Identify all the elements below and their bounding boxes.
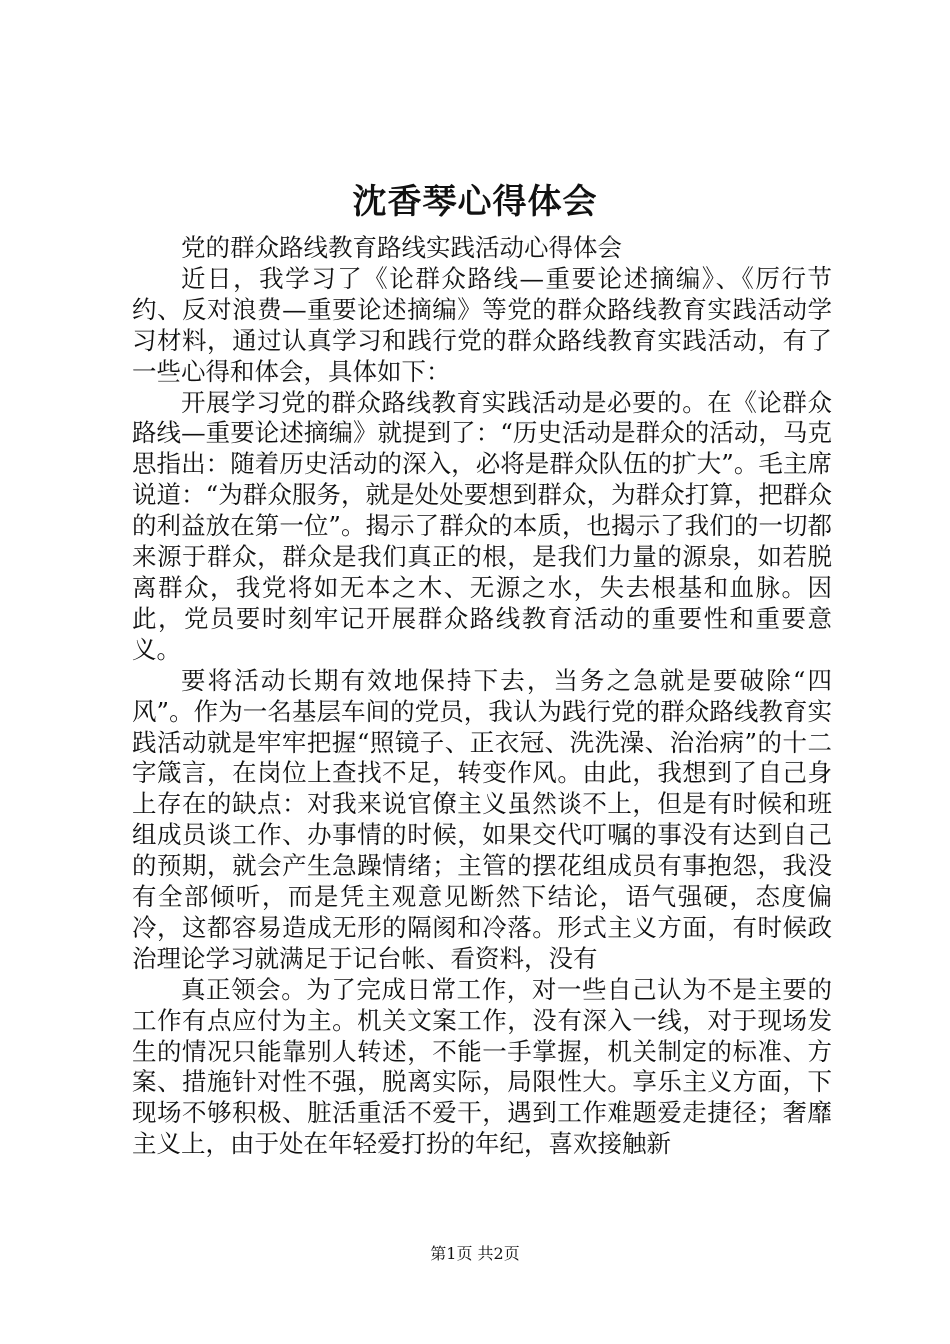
body-paragraph: 开展学习党的群众路线教育实践活动是必要的。在《论群众路线—重要论述摘编》就提到了：“历史活动是群众的活动，马克思指出：随着历史活动的深入，必将是群众队伍的扩大”。毛主席说道：“为群众服务，就是处处要想到群众，为群众打算，把群众的利益放在第一位”。揭示了群众的本质，也揭示了我们的一切都来源于群众，群众是我们真正的根，是我们力量的源泉，如若脱离群众，我党将如无本之木、无源之水，失去根基和血脉。因此，党员要时刻牢记开展群众路线教育活动的重要性和重要意义。 [132, 387, 832, 664]
document-title: 沈香琴心得体会 [352, 182, 598, 222]
subtitle-paragraph: 党的群众路线教育路线实践活动心得体会 [181, 233, 622, 262]
body-paragraph: 要将活动长期有效地保持下去，当务之急就是要破除“四风”。作为一名基层车间的党员，我认为践行党的群众路线教育实践活动就是牢牢把握“照镜子、正衣冠、洗洗澡、治治病”的十二字箴言，在岗位上查找不足，转变作风。由此，我想到了自己身上存在的缺点：对我来说官僚主义虽然谈不上，但是有时候和班组成员谈工作、办事情的时候，如果交代叮嘱的事没有达到自己的预期，就会产生急躁情绪；主管的摆花组成员有事抱怨，我没有全部倾听，而是凭主观意见断然下结论，语气强硬，态度偏冷，这都容易造成无形的隔阂和冷落。形式主义方面，有时候政治理论学习就满足于记台帐、看资料，没有 [132, 665, 832, 973]
body-paragraph: 真正领会。为了完成日常工作，对一些自己认为不是主要的工作有点应付为主。机关文案工作，没有深入一线，对于现场发生的情况只能靠别人转述，不能一手掌握，机关制定的标准、方案、措施针对性不强，脱离实际，局限性大。享乐主义方面，下现场不够积极、脏活重活不爱干，遇到工作难题爱走捷径；奢靡主义上，由于处在年轻爱打扮的年纪，喜欢接触新 [132, 974, 832, 1159]
document-body [132, 233, 832, 1160]
page-footer: 第1页 共2页 [430, 1244, 520, 1263]
body-paragraph: 近日，我学习了《论群众路线—重要论述摘编》、《厉行节约、反对浪费—重要论述摘编》等党的群众路线教育实践活动学习材料，通过认真学习和践行党的群众路线教育实践活动，有了一些心得和体会，具体如下： [132, 263, 832, 386]
